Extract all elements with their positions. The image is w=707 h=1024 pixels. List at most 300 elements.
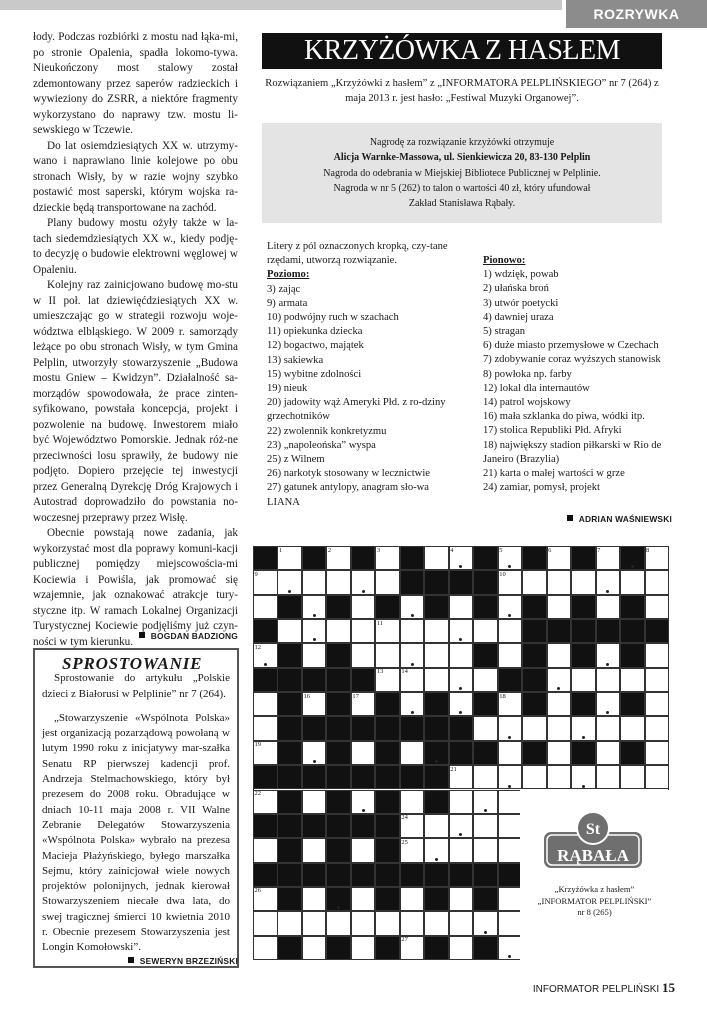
grid-block xyxy=(253,668,278,692)
grid-cell[interactable] xyxy=(522,570,547,594)
grid-block xyxy=(351,814,376,838)
grid-cell[interactable] xyxy=(302,887,327,911)
grid-block xyxy=(424,936,449,960)
grid-cell[interactable] xyxy=(326,619,351,643)
grid-cell[interactable] xyxy=(596,716,621,740)
article-byline xyxy=(100,631,238,641)
grid-cell[interactable] xyxy=(596,595,621,619)
grid-block xyxy=(473,936,498,960)
grid-block xyxy=(375,863,400,887)
grid-block xyxy=(375,887,400,911)
article-paragraph: Do lat osiemdziesiątych XX w. utrzymy-wano i naprawiano linie kolejowe po obu stronach Wisły, by w razie wojny szybko postawić most saperski, którym wojska ra-dzieckie będą transportowane na zachód. xyxy=(33,139,238,214)
clues-horizontal xyxy=(253,240,451,510)
grid-block xyxy=(571,595,596,619)
grid-number: 16 xyxy=(303,692,310,700)
grid-cell[interactable] xyxy=(424,668,449,692)
grid-cell[interactable] xyxy=(302,643,327,667)
solution-dot xyxy=(582,736,585,739)
grid-block xyxy=(424,863,449,887)
grid-block xyxy=(596,619,621,643)
grid-block xyxy=(375,595,400,619)
grid-number: 15 xyxy=(523,668,531,676)
grid-block xyxy=(277,643,302,667)
grid-cell[interactable] xyxy=(522,716,547,740)
grid-cell[interactable] xyxy=(596,765,621,789)
section-tag: ROZRYWKA xyxy=(566,0,707,28)
grid-number: 26 xyxy=(254,887,261,895)
grid-block xyxy=(473,546,498,570)
grid-block xyxy=(620,619,645,643)
vertical-header: Pionowo: xyxy=(483,255,526,266)
prize-line: Nagroda do odebrania w Miejskiej Bibliotece Publicznej w Pelplinie. xyxy=(323,167,601,179)
grid-block xyxy=(302,863,327,887)
grid-number: 2 xyxy=(327,546,332,554)
solution-dot xyxy=(411,614,414,617)
grid-block xyxy=(277,838,302,862)
grid-number: 1 xyxy=(278,546,283,554)
grid-block xyxy=(351,546,376,570)
grid-cell[interactable] xyxy=(277,619,302,643)
grid-number: 23 xyxy=(425,790,433,797)
grid-block xyxy=(400,716,425,740)
grid-block xyxy=(302,546,327,570)
grid-caption xyxy=(520,884,669,919)
clue-item: 3) utwór poetycki xyxy=(483,297,559,309)
grid-cell[interactable] xyxy=(571,570,596,594)
grid-block xyxy=(351,668,376,692)
grid-cell[interactable] xyxy=(326,570,351,594)
grid-block xyxy=(571,546,596,570)
clue-item: 18) największy stadion piłkarski w Rio de Janeiro (Brazylia) xyxy=(483,439,662,465)
grid-cell[interactable] xyxy=(424,911,449,935)
clue-item: 10) podwójny ruch w szachach xyxy=(267,312,399,324)
solution-dot xyxy=(362,590,365,593)
correction-author: SEWERYN BRZEZIŃSKI xyxy=(139,956,238,966)
grid-block xyxy=(375,814,400,838)
grid-cell[interactable] xyxy=(351,936,376,960)
clue-item: 5) stragan xyxy=(483,326,526,338)
grid-cell[interactable] xyxy=(645,716,670,740)
grid-block xyxy=(473,863,498,887)
clue-item: 8) powłoka np. farby xyxy=(483,368,572,380)
grid-cell[interactable] xyxy=(596,668,621,692)
grid-cell[interactable] xyxy=(375,643,400,667)
grid-number: 4 xyxy=(450,546,454,554)
grid-cell[interactable] xyxy=(375,911,400,935)
grid-block xyxy=(326,765,351,789)
solution-dot xyxy=(411,663,414,666)
grid-cell[interactable] xyxy=(351,643,376,667)
clue-item: 2) ułańska broń xyxy=(483,283,549,295)
grid-number: 25 xyxy=(401,838,408,846)
grid-block xyxy=(326,790,351,814)
grid-cell[interactable] xyxy=(645,570,670,594)
grid-cell[interactable] xyxy=(498,741,523,765)
grid-cell[interactable] xyxy=(645,643,670,667)
grid-cell[interactable] xyxy=(253,692,278,716)
grid-number: 20 xyxy=(474,741,482,749)
grid-cell[interactable] xyxy=(302,790,327,814)
grid-cell[interactable] xyxy=(645,741,670,765)
grid-cell[interactable] xyxy=(326,911,351,935)
correction-byline xyxy=(100,956,238,966)
grid-block xyxy=(547,619,572,643)
grid-cell[interactable] xyxy=(375,570,400,594)
grid-block xyxy=(449,570,474,594)
grid-block xyxy=(302,716,327,740)
clue-item: 25) z Wilnem xyxy=(267,454,325,466)
footer-publication: INFORMATOR PELPLIŃSKI xyxy=(532,984,660,995)
grid-block xyxy=(424,692,449,716)
grid-block xyxy=(277,741,302,765)
grid-block xyxy=(253,546,278,570)
clue-item: 17) stolica Republiki Płd. Afryki xyxy=(483,425,622,437)
grid-cell[interactable] xyxy=(547,692,572,716)
square-icon xyxy=(128,957,134,963)
solution-dot xyxy=(435,858,438,861)
caption-line: „INFORMATOR PELPLIŃSKI” xyxy=(537,895,652,906)
grid-block xyxy=(449,716,474,740)
grid-block xyxy=(375,936,400,960)
prize-line: Nagrodę za rozwiązanie krzyżówki otrzymuje xyxy=(369,137,555,148)
grid-cell[interactable] xyxy=(449,887,474,911)
grid-number: 13 xyxy=(376,668,384,676)
grid-cell[interactable] xyxy=(547,643,572,667)
grid-block xyxy=(277,595,302,619)
grid-cell[interactable] xyxy=(473,716,498,740)
grid-block xyxy=(498,863,523,887)
horizontal-list xyxy=(253,283,451,510)
grid-block xyxy=(449,863,474,887)
grid-block xyxy=(522,643,547,667)
grid-number: 27 xyxy=(401,936,408,944)
grid-cell[interactable] xyxy=(302,936,327,960)
grid-block xyxy=(620,595,645,619)
grid-cell[interactable] xyxy=(498,887,523,911)
grid-cell[interactable] xyxy=(277,911,302,935)
grid-block xyxy=(449,741,474,765)
grid-block xyxy=(424,716,449,740)
grid-cell[interactable] xyxy=(400,790,425,814)
grid-cell[interactable] xyxy=(253,911,278,935)
grid-cell[interactable] xyxy=(473,765,498,789)
grid-block xyxy=(351,716,376,740)
grid-number: 24 xyxy=(401,814,408,822)
grid-cell[interactable] xyxy=(620,570,645,594)
grid-block xyxy=(375,838,400,862)
grid-cell[interactable] xyxy=(449,595,474,619)
grid-cell[interactable] xyxy=(424,619,449,643)
grid-cell[interactable] xyxy=(645,765,670,789)
correction-paragraph: Sprostowanie do artykułu „Polskie dzieci z Białorusi w Pelplinie” nr 7 (264). xyxy=(42,672,230,700)
grid-number: 11 xyxy=(376,619,384,627)
clue-item: 12) lokal dla internautów xyxy=(483,382,590,394)
clue-item: 22) zwolennik konkretyzmu xyxy=(267,425,387,437)
rabala-logo xyxy=(542,810,644,872)
logo-name: RĄBAŁA xyxy=(557,846,629,865)
clue-item: 20) jadowity wąż Ameryki Płd. z ro-dziny grzechotników xyxy=(267,397,446,423)
grid-block xyxy=(375,692,400,716)
grid-cell[interactable] xyxy=(473,838,498,862)
horizontal-header: Poziomo: xyxy=(267,269,310,281)
clue-item: 7) zdobywanie coraz wyższych stanowisk xyxy=(483,354,661,366)
solution-dot xyxy=(313,614,316,617)
grid-block xyxy=(522,619,547,643)
grid-cell[interactable] xyxy=(620,668,645,692)
grid-cell[interactable] xyxy=(498,911,523,935)
grid-cell[interactable] xyxy=(253,716,278,740)
grid-cell[interactable] xyxy=(424,546,449,570)
grid-block xyxy=(326,863,351,887)
grid-block xyxy=(326,814,351,838)
vertical-list xyxy=(469,268,672,495)
grid-number: 22 xyxy=(254,790,261,797)
clue-item: 19) nieuk xyxy=(267,383,308,395)
clue-item: 21) karta o małej wartości w grze xyxy=(483,468,625,480)
grid-block xyxy=(277,765,302,789)
grid-block xyxy=(522,546,547,570)
grid-block xyxy=(473,692,498,716)
grid-block xyxy=(400,570,425,594)
grid-block xyxy=(351,863,376,887)
grid-cell[interactable] xyxy=(351,619,376,643)
article-paragraph: Obecnie powstają nowe zadania, jak wykorzystać most dla poprawy komuni-kacji publicznej pomiędzy miejscowościa-mi Kociewia i Powiśla, jak promować się wzajemnie, jak oznakować atrakcje tury-styczne itp. W ramach Lokalnej Organizacji Turystycznej Kociewie podjęliśmy już czyn-ności w tym kierunku. xyxy=(33,527,238,648)
grid-cell[interactable] xyxy=(449,936,474,960)
grid-block xyxy=(326,838,351,862)
square-icon xyxy=(567,515,573,521)
grid-cell[interactable] xyxy=(449,790,474,814)
grid-cell[interactable] xyxy=(645,668,670,692)
grid-cell[interactable] xyxy=(400,887,425,911)
prize-winner: Alicja Warnke-Massowa, ul. Sienkiewicza 20, 83-130 Pelplin xyxy=(333,152,591,164)
grid-cell[interactable] xyxy=(645,692,670,716)
logo-monogram: St xyxy=(585,821,601,838)
grid-block xyxy=(277,887,302,911)
solution-dot xyxy=(264,663,267,666)
previous-solution: Rozwiązaniem „Krzyżówki z hasłem” z „INFORMATORA PELPLIŃSKIEGO” nr 7 (264) z maja 2013 r. jest hasło: „Festiwal Muzyki Organowej”. xyxy=(265,78,659,104)
clue-item: 3) zając xyxy=(267,283,301,295)
grid-block xyxy=(277,863,302,887)
grid-number: 18 xyxy=(499,692,506,700)
grid-block xyxy=(277,692,302,716)
grid-cell[interactable] xyxy=(351,911,376,935)
clues-intro: Litery z pól oznaczonych kropką, czy-tane rzędami, utworzą rozwiązanie. xyxy=(267,241,448,267)
grid-block xyxy=(620,643,645,667)
clue-item: 16) mała szklanka do piwa, wódki itp. xyxy=(483,411,645,423)
grid-block xyxy=(424,765,449,789)
grid-cell[interactable] xyxy=(547,716,572,740)
correction-title: SPROSTOWANIE xyxy=(62,654,203,673)
grid-block xyxy=(326,741,351,765)
grid-cell[interactable] xyxy=(253,936,278,960)
crossword-byline xyxy=(520,514,672,524)
solution-dot xyxy=(362,809,365,812)
grid-cell[interactable] xyxy=(400,741,425,765)
grid-number: 5 xyxy=(499,546,503,554)
grid-block xyxy=(424,570,449,594)
grid-block xyxy=(277,668,302,692)
grid-cell[interactable] xyxy=(424,643,449,667)
grid-cell[interactable] xyxy=(449,643,474,667)
clue-item: 11) opiekunka dziecka xyxy=(267,326,363,338)
grid-number: 8 xyxy=(646,546,650,554)
grid-block xyxy=(473,570,498,594)
clue-item: 24) zamiar, pomysł, projekt xyxy=(483,482,600,494)
grid-cell[interactable] xyxy=(571,668,596,692)
grid-block xyxy=(571,741,596,765)
grid-cell[interactable] xyxy=(498,643,523,667)
grid-block xyxy=(498,668,523,692)
solution-dot xyxy=(484,809,487,812)
grid-number: 19 xyxy=(254,741,261,749)
sponsor-block xyxy=(520,790,669,960)
grid-number: 6 xyxy=(548,546,552,554)
grid-cell[interactable] xyxy=(400,619,425,643)
grid-block xyxy=(326,643,351,667)
grid-block xyxy=(302,765,327,789)
grid-block xyxy=(351,765,376,789)
grid-block xyxy=(253,619,278,643)
clue-item: 12) bogactwo, majątek xyxy=(267,340,364,352)
correction-paragraph: „Stowarzyszenie «Wspólnota Polska» jest organizacją pozarządową powołaną w lutym 1990 roku z inicjatywy mar-szałka Senatu RP pierwszej kadencji prof. Andrzeja Stelmachowskiego, który był prezesem do 2008 roku. Obradujące w dniach 10-11 maja 2008 r. VII Walne Zebranie Delegatów Stowarzyszenia «Wspólnota Polska» wybrało na prezesa Macieja Płażyńskiego, byłego marszałka Sejmu, który zainicjował wiele nowych projektów polonijnych, jednak kierował Stowarzyszeniem niecałe dwa lata, do swej tragicznej śmierci 10 kwietnia 2010 r. Obecnie prezesem Stowarzyszenia jest Longin Komołowski”. xyxy=(42,711,230,954)
grid-block xyxy=(375,741,400,765)
grid-number: 9 xyxy=(254,570,258,578)
grid-cell[interactable] xyxy=(620,716,645,740)
grid-number: 12 xyxy=(254,643,261,651)
grid-block xyxy=(326,668,351,692)
grid-cell[interactable] xyxy=(645,595,670,619)
grid-cell[interactable] xyxy=(449,838,474,862)
grid-cell[interactable] xyxy=(351,741,376,765)
grid-cell[interactable] xyxy=(498,790,523,814)
correction-box xyxy=(33,648,239,968)
article-author: BOGDAN BADZIONG xyxy=(150,631,238,641)
grid-cell[interactable] xyxy=(620,765,645,789)
grid-cell[interactable] xyxy=(547,570,572,594)
grid-block xyxy=(571,643,596,667)
clue-item: 6) duże miasto przemysłowe w Czechach xyxy=(483,340,659,352)
crossword-author: ADRIAN WAŚNIEWSKI xyxy=(578,514,672,524)
grid-block xyxy=(302,814,327,838)
grid-cell[interactable] xyxy=(351,838,376,862)
grid-cell[interactable] xyxy=(302,911,327,935)
crossword-title: KRZYŻÓWKA Z HASŁEM xyxy=(262,33,662,69)
grid-number: 17 xyxy=(352,692,359,700)
solution-dot xyxy=(582,785,585,788)
grid-cell[interactable] xyxy=(424,814,449,838)
grid-block xyxy=(473,887,498,911)
grid-block xyxy=(400,546,425,570)
grid-block xyxy=(522,595,547,619)
prize-line: Zakład Stanisława Rąbały. xyxy=(408,198,516,210)
grid-block xyxy=(326,716,351,740)
grid-block xyxy=(424,595,449,619)
grid-cell[interactable] xyxy=(498,619,523,643)
clue-item: 13) sakiewka xyxy=(267,354,324,366)
grid-block xyxy=(375,790,400,814)
clues-vertical xyxy=(469,254,672,495)
grid-block xyxy=(326,936,351,960)
grid-number: 10 xyxy=(499,570,506,578)
grid-cell[interactable] xyxy=(498,814,523,838)
grid-block xyxy=(326,595,351,619)
grid-block xyxy=(473,643,498,667)
grid-cell[interactable] xyxy=(302,838,327,862)
grid-block xyxy=(620,692,645,716)
grid-cell[interactable] xyxy=(522,765,547,789)
article-paragraph: Kolejny raz zainicjowano budowę mo-stu w II poł. lat dziewięćdziesiątych XX w. umieszczając go w strategii rozwoju woje-wództwa elbląskiego. W 2009 r. samorządy leżące po obu stronach Wisły, w tym Gmina Pelplin, utworzyły stowarzyszenie „Budowa mostu Gniew – Kwidzyn”. Działalność sa-morządów spowodowała, że prace zinten-syfikowano, powstała koncepcja, projekt i pozwolenie na budowę. Inwestorem miało być Województwo Pomorskie. Jednak róż-ne przeciwności losu sprawiły, że budowy nie podjęto. Dopiero przejęcie tej inwestycji przez Generalną Dyrekcję Dróg Krajowych i Autostrad doprowadziło do powstania no-woczesnej przeprawy przez Wisłę. xyxy=(33,279,238,524)
grid-number: 3 xyxy=(376,546,381,554)
grid-cell[interactable] xyxy=(253,838,278,862)
solution-dot xyxy=(288,590,291,593)
prize-line: Nagroda w nr 5 (262) to talon o wartości 40 zł, który ufundował xyxy=(333,182,591,194)
clue-item: 1) wdzięk, powab xyxy=(483,269,559,281)
prize-box xyxy=(262,123,662,223)
grid-block xyxy=(400,765,425,789)
clue-item: 27) gatunek antylopy, anagram sło-wa LIANA xyxy=(267,482,429,508)
grid-block xyxy=(645,619,670,643)
grid-block xyxy=(253,765,278,789)
grid-block xyxy=(253,863,278,887)
grid-cell[interactable] xyxy=(302,570,327,594)
grid-block xyxy=(473,595,498,619)
top-bar xyxy=(0,0,562,10)
grid-block xyxy=(277,814,302,838)
clue-item: 15) wybitne zdolności xyxy=(267,368,362,380)
grid-cell[interactable] xyxy=(253,595,278,619)
grid-block xyxy=(522,692,547,716)
grid-number: 14 xyxy=(401,668,408,676)
grid-cell[interactable] xyxy=(473,668,498,692)
article-paragraph: Plany budowy mostu ożyły także w la-tach siedemdziesiątych XX w., kiedy podję-to decyzję o budowie elektrowni węglowej w Opaleniu. xyxy=(33,217,238,276)
grid-block xyxy=(277,936,302,960)
grid-cell[interactable] xyxy=(351,595,376,619)
grid-cell[interactable] xyxy=(596,741,621,765)
grid-block xyxy=(375,716,400,740)
grid-block xyxy=(571,619,596,643)
article-column xyxy=(33,30,238,650)
grid-cell[interactable] xyxy=(449,911,474,935)
grid-block xyxy=(277,716,302,740)
grid-block xyxy=(302,668,327,692)
solution-dot xyxy=(313,760,316,763)
grid-cell[interactable] xyxy=(547,595,572,619)
grid-block xyxy=(424,887,449,911)
grid-cell[interactable] xyxy=(400,911,425,935)
grid-cell[interactable] xyxy=(498,838,523,862)
clue-item: 26) narkotyk stosowany w lecznictwie xyxy=(267,468,430,480)
grid-cell[interactable] xyxy=(351,887,376,911)
page-footer xyxy=(500,980,675,996)
grid-block xyxy=(400,863,425,887)
grid-block xyxy=(326,692,351,716)
caption-line: nr 8 (265) xyxy=(577,907,612,917)
grid-cell[interactable] xyxy=(473,619,498,643)
grid-block xyxy=(571,692,596,716)
grid-block xyxy=(277,790,302,814)
caption-line: „Krzyżówka z hasłem” xyxy=(554,884,635,894)
clue-item: 4) dawniej uraza xyxy=(483,311,554,323)
clue-item: 9) armata xyxy=(267,297,308,309)
grid-cell[interactable] xyxy=(473,814,498,838)
grid-number: 7 xyxy=(597,546,601,554)
grid-cell[interactable] xyxy=(547,765,572,789)
clue-item: 14) patrol wojskowy xyxy=(483,397,571,409)
grid-cell[interactable] xyxy=(547,741,572,765)
article-paragraph: łody. Podczas rozbiórki z mostu nad łąka-mi, po stronie Opalenia, spadła lokomo-tywa. Nieukończony most stalowy został zdemontowany przez saperów radzieckich i wywieziony do ZSRR, a niektóre fragmenty wykorzystano do naprawy tzw. mostu li-sewskiego w Tczewie. xyxy=(33,31,238,136)
grid-number: 21 xyxy=(450,765,457,773)
clue-item: 23) „napoleońska” wyspa xyxy=(267,439,376,451)
